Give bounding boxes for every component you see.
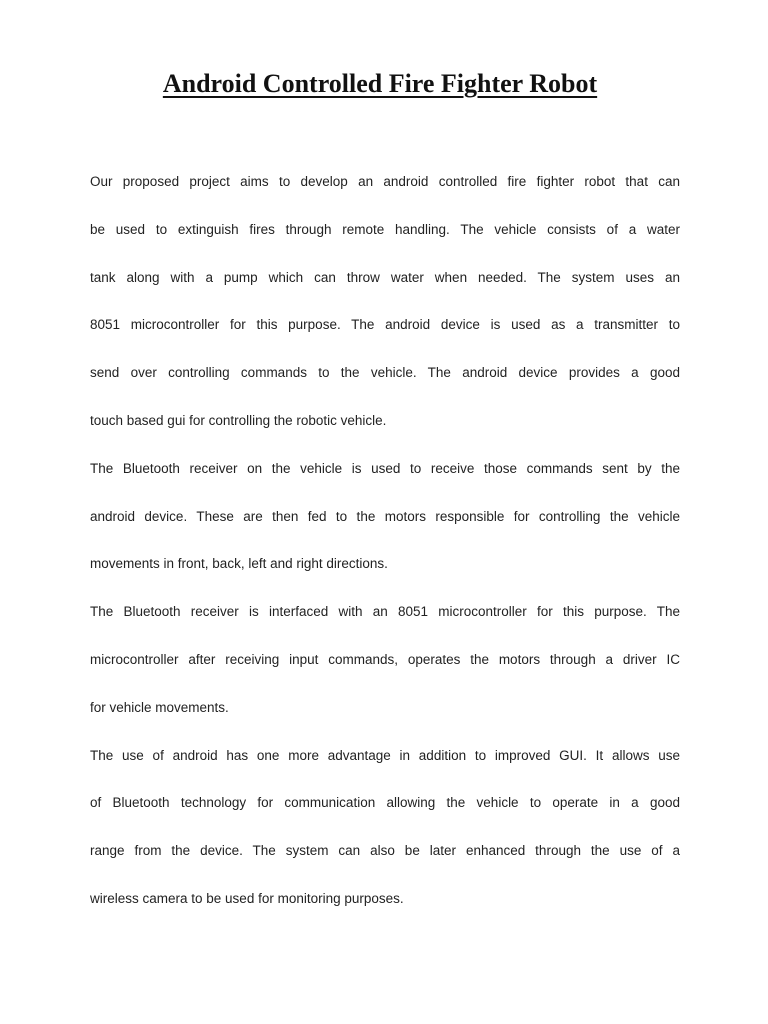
document-body — [90, 168, 680, 933]
paragraph-bluetooth-receiver — [90, 455, 680, 598]
paragraph-line: movements in front, back, left and right directions. — [90, 556, 388, 572]
paragraph-line: 8051 microcontroller for this purpose. The android device is used as a transmitter to — [90, 317, 680, 333]
paragraph-line: send over controlling commands to the vehicle. The android device provides a good — [90, 365, 680, 381]
paragraph-line: microcontroller after receiving input commands, operates the motors through a driver IC — [90, 651, 680, 667]
paragraph-line: The Bluetooth receiver on the vehicle is used to receive those commands sent by the — [90, 460, 680, 476]
paragraph-line: of Bluetooth technology for communication allowing the vehicle to operate in a good — [90, 795, 680, 811]
paragraph-android-advantage — [90, 742, 680, 933]
paragraph-line: Our proposed project aims to develop an android controlled fire fighter robot that can — [90, 174, 680, 189]
paragraph-line: wireless camera to be used for monitoring purposes. — [90, 890, 404, 906]
paragraph-microcontroller — [90, 598, 680, 741]
paragraph-line: range from the device. The system can also be later enhanced through the use of a — [90, 843, 680, 859]
paragraph-line: The use of android has one more advantage in addition to improved GUI. It allows use — [90, 747, 680, 763]
document-title: Android Controlled Fire Fighter Robot — [162, 69, 598, 98]
paragraph-line: for vehicle movements. — [90, 699, 229, 715]
paragraph-line: touch based gui for controlling the robotic vehicle. — [90, 412, 387, 428]
paragraph-line: The Bluetooth receiver is interfaced with an 8051 microcontroller for this purpose. The — [90, 604, 680, 620]
paragraph-line: tank along with a pump which can throw water when needed. The system uses an — [90, 269, 680, 285]
paragraph-intro — [90, 168, 680, 455]
paragraph-line: be used to extinguish fires through remote handling. The vehicle consists of a water — [90, 221, 680, 237]
paragraph-line: android device. These are then fed to the motors responsible for controlling the vehicle — [90, 508, 680, 524]
